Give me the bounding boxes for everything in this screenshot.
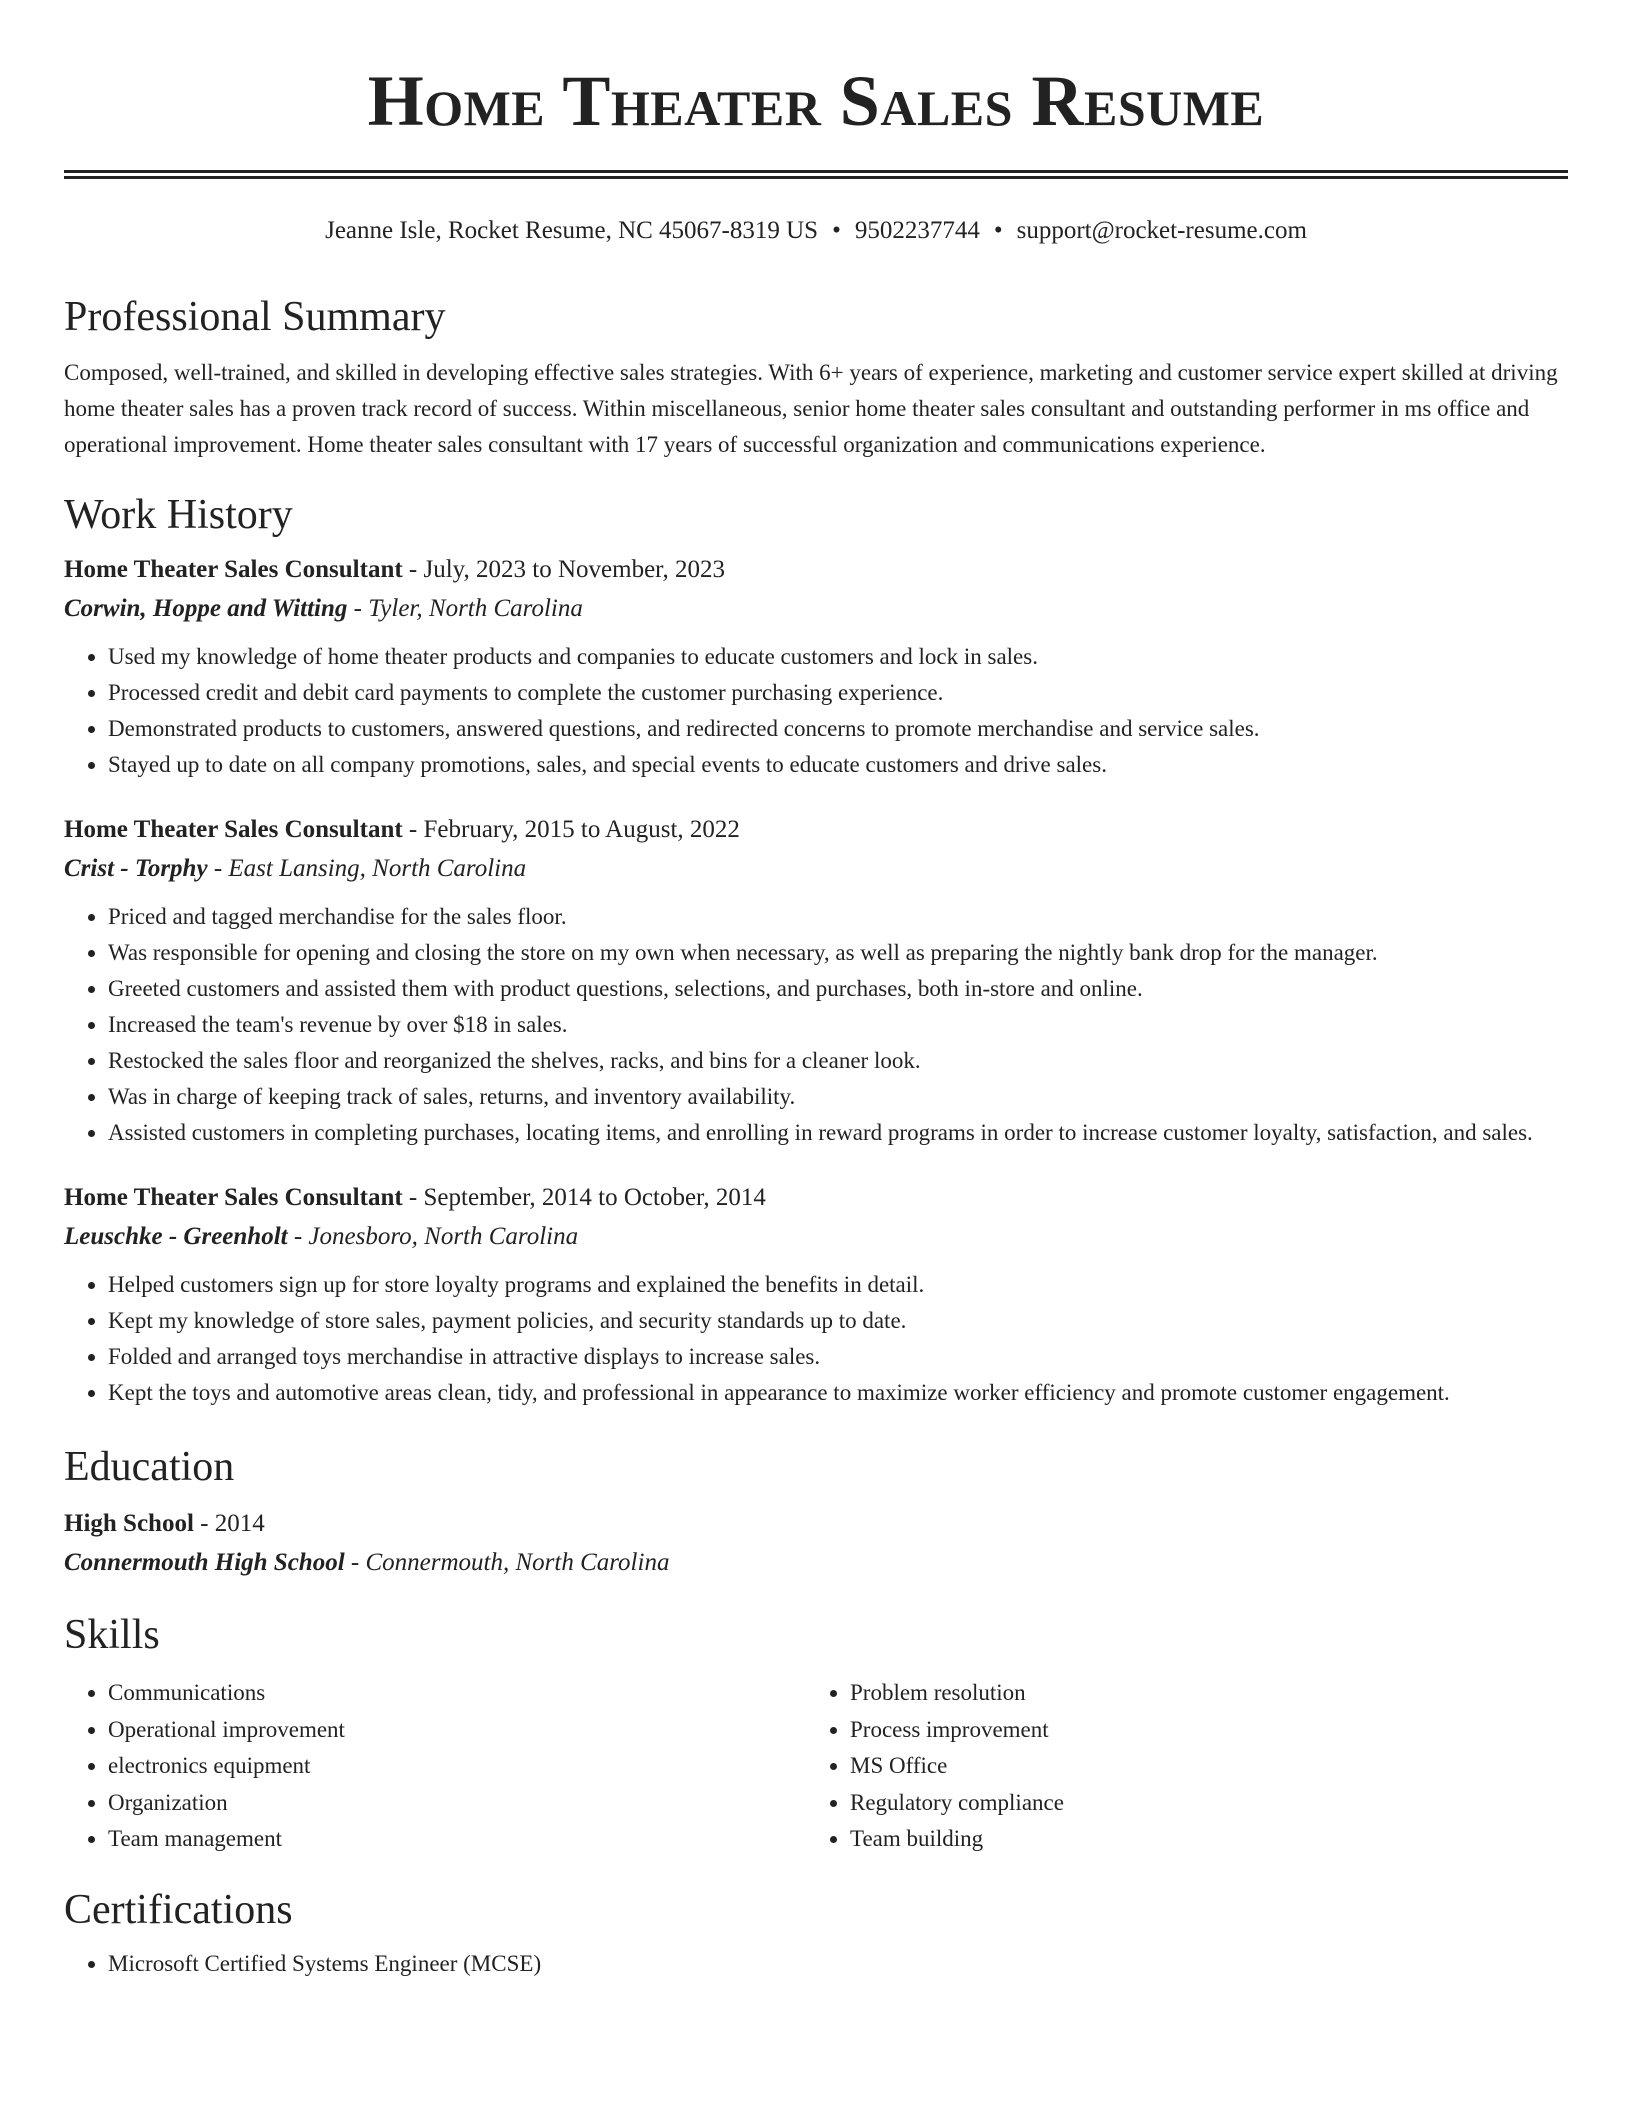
list-item: • Restocked the sales floor and reorganized the shelves, racks, and bins for a cleaner look. <box>108 1043 1568 1079</box>
skill-item: • Problem resolution <box>850 1675 1548 1712</box>
education-heading: Education <box>64 1444 235 1490</box>
employer-line <box>64 589 1568 629</box>
list-item: • Processed credit and debit card payments to complete the customer purchasing experience. <box>108 675 1568 711</box>
work-history-heading: Work History <box>64 492 293 538</box>
job-entry <box>64 551 1568 783</box>
employer-location: - Jonesboro, North Carolina <box>287 1223 579 1250</box>
skill-item: • Process improvement <box>850 1712 1548 1749</box>
skill-item: • electronics equipment <box>108 1748 806 1785</box>
list-item: • Used my knowledge of home theater products and companies to educate customers and lock in sales. <box>108 639 1568 675</box>
contact-line <box>64 215 1568 247</box>
contact-email: support@rocket-resume.com <box>1016 217 1307 244</box>
employer-location: - Tyler, North Carolina <box>347 595 583 622</box>
job-dates: - September, 2014 to October, 2014 <box>402 1184 766 1211</box>
skill-item: • Organization <box>108 1785 806 1822</box>
employer-location: - East Lansing, North Carolina <box>207 855 527 882</box>
summary-heading: Professional Summary <box>64 294 446 340</box>
job-title: Home Theater Sales Consultant <box>64 816 403 843</box>
list-item: • Assisted customers in completing purchases, locating items, and enrolling in reward programs in order to increase customer loyalty, satisfaction, and sales. <box>108 1115 1568 1151</box>
job-dates: - February, 2015 to August, 2022 <box>402 816 740 843</box>
list-item: • Helped customers sign up for store loyalty programs and explained the benefits in detail. <box>108 1267 1568 1303</box>
list-item: • Priced and tagged merchandise for the sales floor. <box>108 899 1568 935</box>
employer-name: Corwin, Hoppe and Witting <box>64 595 348 622</box>
list-item: • Kept the toys and automotive areas clean, tidy, and professional in appearance to maximize worker efficiency and promote customer engagement. <box>108 1375 1568 1411</box>
contact-address: Jeanne Isle, Rocket Resume, NC 45067-8319 US <box>325 217 819 244</box>
skills-column-right <box>806 1675 1548 1858</box>
job-title-line <box>64 811 1568 849</box>
skills-heading: Skills <box>64 1612 160 1658</box>
degree: High School <box>64 1510 194 1537</box>
job-entry <box>64 1179 1568 1411</box>
job-dates: - July, 2023 to November, 2023 <box>402 556 726 583</box>
job-title: Home Theater Sales Consultant <box>64 1184 403 1211</box>
skills-grid <box>64 1675 1568 1858</box>
contact-separator: • <box>993 217 1003 244</box>
skill-item: • Regulatory compliance <box>850 1785 1548 1822</box>
list-item: • Folded and arranged toys merchandise in attractive displays to increase sales. <box>108 1339 1568 1375</box>
job-duties-list <box>64 899 1568 1151</box>
job-duties-list <box>64 1267 1568 1411</box>
job-entry <box>64 811 1568 1151</box>
employer-line <box>64 1217 1568 1257</box>
school-location: - Connermouth, North Carolina <box>344 1549 670 1576</box>
list-item: • Was responsible for opening and closing the store on my own when necessary, as well as preparing the nightly bank drop for the manager. <box>108 935 1568 971</box>
resume-title: Home Theater Sales Resume <box>367 61 1265 141</box>
list-item: • Increased the team's revenue by over $18 in sales. <box>108 1007 1568 1043</box>
certification-item: • Microsoft Certified Systems Engineer (MCSE) <box>108 1946 1568 1982</box>
title-divider <box>64 170 1568 179</box>
job-title-line <box>64 551 1568 589</box>
school-name: Connermouth High School <box>64 1549 345 1576</box>
skills-column-left <box>64 1675 806 1858</box>
school-line <box>64 1543 1568 1583</box>
job-title: Home Theater Sales Consultant <box>64 556 403 583</box>
employer-line <box>64 849 1568 889</box>
certifications-list <box>64 1946 1568 1982</box>
skill-item: • Team management <box>108 1821 806 1858</box>
skill-item: • Operational improvement <box>108 1712 806 1749</box>
list-item: • Stayed up to date on all company promotions, sales, and special events to educate customers and drive sales. <box>108 747 1568 783</box>
list-item: • Greeted customers and assisted them with product questions, selections, and purchases, both in-store and online. <box>108 971 1568 1007</box>
job-title-line <box>64 1179 1568 1217</box>
list-item: • Was in charge of keeping track of sales, returns, and inventory availability. <box>108 1079 1568 1115</box>
certifications-heading: Certifications <box>64 1886 293 1933</box>
degree-line <box>64 1505 1568 1543</box>
skill-item: • Team building <box>850 1821 1548 1858</box>
skill-item: • Communications <box>108 1675 806 1712</box>
summary-text: Composed, well-trained, and skilled in developing effective sales strategies. With 6+ years of experience, marketing and customer service expert skilled at driving home theater sales has a proven track record of success. Within miscellaneous, senior home theater sales consultant and outstanding performer in ms office and operational improvement. Home theater sales consultant with 17 years of successful organization and communications experience. <box>64 360 1558 457</box>
skill-item: • MS Office <box>850 1748 1548 1785</box>
contact-separator: • <box>832 217 841 244</box>
contact-phone: 9502237744 <box>854 217 980 244</box>
employer-name: Crist - Torphy <box>64 855 208 882</box>
list-item: • Demonstrated products to customers, answered questions, and redirected concerns to promote merchandise and service sales. <box>108 711 1568 747</box>
job-duties-list <box>64 639 1568 783</box>
employer-name: Leuschke - Greenholt <box>64 1223 288 1250</box>
list-item: • Kept my knowledge of store sales, payment policies, and security standards up to date. <box>108 1303 1568 1339</box>
graduation-year: - 2014 <box>193 1510 265 1537</box>
education-entry <box>64 1505 1568 1583</box>
